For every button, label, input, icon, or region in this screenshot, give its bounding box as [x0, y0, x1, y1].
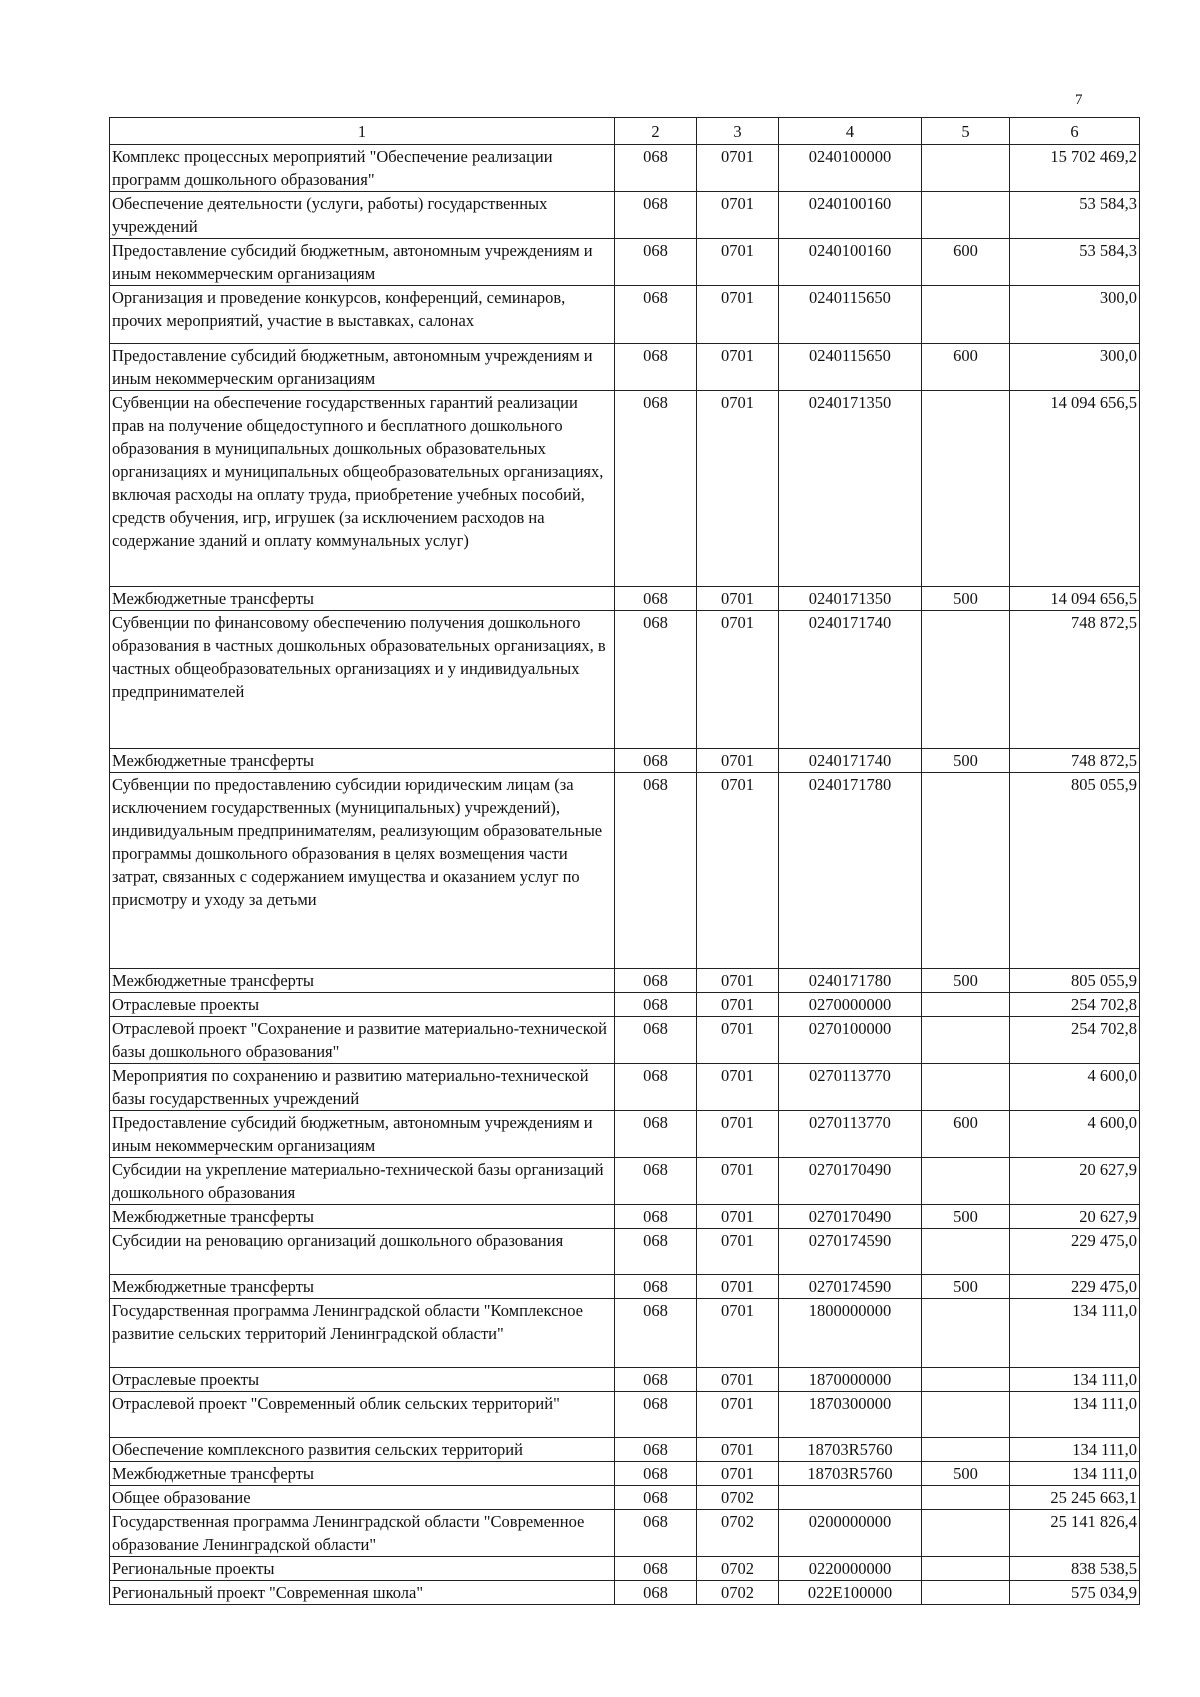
- table-row: [110, 1392, 1140, 1438]
- header-col-5: 5: [922, 118, 1010, 145]
- row-name-cell: Субсидии на укрепление материально-технической базы организаций дошкольного образования: [110, 1158, 615, 1205]
- row-grbs-cell: 068: [615, 145, 697, 192]
- table-row: [110, 587, 1140, 611]
- row-section-cell: 0701: [697, 1392, 779, 1438]
- row-name-cell: Межбюджетные трансферты: [110, 749, 615, 773]
- table-row: [110, 993, 1140, 1017]
- row-amount-cell: 229 475,0: [1010, 1275, 1140, 1299]
- row-section-cell: 0701: [697, 344, 779, 391]
- row-name-cell: Субвенции на обеспечение государственных гарантий реализации прав на получение общедоступного и бесплатного дошкольного образования в муниципальных дошкольных образовательных организациях и муниципальных общеобразовательных организациях, включая расходы на оплату труда, приобретение учебных пособий, средств обучения, игр, игрушек (за исключением расходов на содержание зданий и оплату коммунальных услуг): [110, 391, 615, 587]
- row-amount-cell: 4 600,0: [1010, 1064, 1140, 1111]
- row-amount-cell: 134 111,0: [1010, 1462, 1140, 1486]
- row-target-cell: 0270113770: [779, 1111, 922, 1158]
- row-grbs-cell: 068: [615, 1299, 697, 1368]
- row-name-cell: Государственная программа Ленинградской области "Современное образование Ленинградской области": [110, 1510, 615, 1557]
- row-section-cell: 0701: [697, 391, 779, 587]
- row-name-cell: Отраслевой проект "Сохранение и развитие материально-технической базы дошкольного образования": [110, 1017, 615, 1064]
- row-grbs-cell: 068: [615, 192, 697, 239]
- row-grbs-cell: 068: [615, 1557, 697, 1581]
- row-amount-cell: 134 111,0: [1010, 1392, 1140, 1438]
- row-vr-cell: [922, 1438, 1010, 1462]
- row-amount-cell: 300,0: [1010, 286, 1140, 344]
- row-target-cell: 0240171350: [779, 587, 922, 611]
- row-amount-cell: 838 538,5: [1010, 1557, 1140, 1581]
- row-name-cell: Межбюджетные трансферты: [110, 1205, 615, 1229]
- table-row: [110, 969, 1140, 993]
- row-target-cell: 0240171780: [779, 969, 922, 993]
- header-col-3: 3: [697, 118, 779, 145]
- row-amount-cell: 134 111,0: [1010, 1438, 1140, 1462]
- row-name-cell: Межбюджетные трансферты: [110, 1275, 615, 1299]
- row-vr-cell: 500: [922, 1462, 1010, 1486]
- row-name-cell: Отраслевые проекты: [110, 993, 615, 1017]
- row-amount-cell: 134 111,0: [1010, 1368, 1140, 1392]
- row-grbs-cell: 068: [615, 1111, 697, 1158]
- row-target-cell: 0270174590: [779, 1229, 922, 1275]
- table-row: [110, 1438, 1140, 1462]
- row-vr-cell: [922, 145, 1010, 192]
- row-target-cell: 022Е100000: [779, 1581, 922, 1605]
- table-row: [110, 192, 1140, 239]
- row-vr-cell: [922, 1229, 1010, 1275]
- header-col-1: 1: [110, 118, 615, 145]
- row-amount-cell: 254 702,8: [1010, 993, 1140, 1017]
- row-section-cell: 0702: [697, 1581, 779, 1605]
- row-grbs-cell: 068: [615, 1205, 697, 1229]
- table-row: [110, 1462, 1140, 1486]
- row-grbs-cell: 068: [615, 611, 697, 749]
- row-amount-cell: 748 872,5: [1010, 749, 1140, 773]
- row-name-cell: Субвенции по предоставлению субсидии юридическим лицам (за исключением государственных (муниципальных) учреждений), индивидуальным предпринимателям, реализующим образовательные программы дошкольного образования в целях возмещения части затрат, связанных с содержанием имущества и оказанием услуг по присмотру и уходу за детьми: [110, 773, 615, 969]
- row-section-cell: 0701: [697, 1299, 779, 1368]
- row-target-cell: 1870000000: [779, 1368, 922, 1392]
- row-vr-cell: [922, 1368, 1010, 1392]
- row-vr-cell: 600: [922, 344, 1010, 391]
- row-name-cell: Субвенции по финансовому обеспечению получения дошкольного образования в частных дошкольных образовательных организациях, в частных общеобразовательных организациях и у индивидуальных предпринимателей: [110, 611, 615, 749]
- row-target-cell: 0240115650: [779, 344, 922, 391]
- row-target-cell: 0240171740: [779, 611, 922, 749]
- row-section-cell: 0701: [697, 1275, 779, 1299]
- row-target-cell: 1800000000: [779, 1299, 922, 1368]
- row-vr-cell: [922, 286, 1010, 344]
- table-row: [110, 1017, 1140, 1064]
- row-vr-cell: [922, 993, 1010, 1017]
- row-name-cell: Субсидии на реновацию организаций дошкольного образования: [110, 1229, 615, 1275]
- table-row: [110, 1486, 1140, 1510]
- row-grbs-cell: 068: [615, 391, 697, 587]
- row-grbs-cell: 068: [615, 1486, 697, 1510]
- row-amount-cell: 805 055,9: [1010, 773, 1140, 969]
- row-vr-cell: 500: [922, 1205, 1010, 1229]
- header-col-2: 2: [615, 118, 697, 145]
- table-row: [110, 1368, 1140, 1392]
- table-row: [110, 1581, 1140, 1605]
- row-grbs-cell: 068: [615, 587, 697, 611]
- row-amount-cell: 20 627,9: [1010, 1158, 1140, 1205]
- row-target-cell: 0270100000: [779, 1017, 922, 1064]
- row-grbs-cell: 068: [615, 239, 697, 286]
- row-name-cell: Обеспечение деятельности (услуги, работы) государственных учреждений: [110, 192, 615, 239]
- row-section-cell: 0701: [697, 145, 779, 192]
- row-name-cell: Предоставление субсидий бюджетным, автономным учреждениям и иным некоммерческим организациям: [110, 344, 615, 391]
- row-amount-cell: 53 584,3: [1010, 239, 1140, 286]
- header-col-4: 4: [779, 118, 922, 145]
- row-target-cell: 0240100000: [779, 145, 922, 192]
- row-amount-cell: 53 584,3: [1010, 192, 1140, 239]
- row-vr-cell: [922, 192, 1010, 239]
- row-amount-cell: 14 094 656,5: [1010, 391, 1140, 587]
- row-section-cell: 0701: [697, 1205, 779, 1229]
- row-target-cell: 0270113770: [779, 1064, 922, 1111]
- table-row: [110, 1557, 1140, 1581]
- table-row: [110, 1229, 1140, 1275]
- table-row: [110, 344, 1140, 391]
- row-target-cell: 0270170490: [779, 1158, 922, 1205]
- row-amount-cell: 748 872,5: [1010, 611, 1140, 749]
- table-row: [110, 145, 1140, 192]
- row-section-cell: 0701: [697, 1017, 779, 1064]
- row-target-cell: 0240100160: [779, 239, 922, 286]
- row-target-cell: 0270000000: [779, 993, 922, 1017]
- row-name-cell: Мероприятия по сохранению и развитию материально-технической базы государственных учреждений: [110, 1064, 615, 1111]
- row-name-cell: Отраслевой проект "Современный облик сельских территорий": [110, 1392, 615, 1438]
- row-vr-cell: [922, 1017, 1010, 1064]
- row-grbs-cell: 068: [615, 993, 697, 1017]
- row-vr-cell: 600: [922, 1111, 1010, 1158]
- row-section-cell: 0701: [697, 611, 779, 749]
- row-target-cell: 0240100160: [779, 192, 922, 239]
- row-amount-cell: 300,0: [1010, 344, 1140, 391]
- table-row: [110, 239, 1140, 286]
- table-row: [110, 749, 1140, 773]
- row-section-cell: 0701: [697, 993, 779, 1017]
- row-vr-cell: 500: [922, 969, 1010, 993]
- row-amount-cell: 25 245 663,1: [1010, 1486, 1140, 1510]
- row-vr-cell: 500: [922, 1275, 1010, 1299]
- table-body: [110, 145, 1140, 1605]
- row-vr-cell: [922, 1064, 1010, 1111]
- row-amount-cell: 575 034,9: [1010, 1581, 1140, 1605]
- row-section-cell: 0701: [697, 587, 779, 611]
- row-name-cell: Межбюджетные трансферты: [110, 1462, 615, 1486]
- row-vr-cell: 600: [922, 239, 1010, 286]
- row-vr-cell: [922, 1510, 1010, 1557]
- row-section-cell: 0701: [697, 1229, 779, 1275]
- row-target-cell: [779, 1486, 922, 1510]
- row-amount-cell: 134 111,0: [1010, 1299, 1140, 1368]
- row-section-cell: 0701: [697, 1438, 779, 1462]
- row-amount-cell: 805 055,9: [1010, 969, 1140, 993]
- table-row: [110, 773, 1140, 969]
- row-amount-cell: 15 702 469,2: [1010, 145, 1140, 192]
- row-target-cell: 18703R5760: [779, 1438, 922, 1462]
- row-name-cell: Межбюджетные трансферты: [110, 969, 615, 993]
- row-vr-cell: [922, 611, 1010, 749]
- row-name-cell: Предоставление субсидий бюджетным, автономным учреждениям и иным некоммерческим организациям: [110, 239, 615, 286]
- row-grbs-cell: 068: [615, 1368, 697, 1392]
- table-row: [110, 286, 1140, 344]
- row-target-cell: 0220000000: [779, 1557, 922, 1581]
- row-grbs-cell: 068: [615, 1462, 697, 1486]
- header-col-6: 6: [1010, 118, 1140, 145]
- row-amount-cell: 254 702,8: [1010, 1017, 1140, 1064]
- row-section-cell: 0701: [697, 286, 779, 344]
- table-row: [110, 1158, 1140, 1205]
- row-vr-cell: [922, 1557, 1010, 1581]
- row-grbs-cell: 068: [615, 1581, 697, 1605]
- row-grbs-cell: 068: [615, 1017, 697, 1064]
- table-row: [110, 391, 1140, 587]
- row-section-cell: 0701: [697, 969, 779, 993]
- row-vr-cell: [922, 1581, 1010, 1605]
- row-target-cell: 18703R5760: [779, 1462, 922, 1486]
- row-amount-cell: 20 627,9: [1010, 1205, 1140, 1229]
- row-section-cell: 0701: [697, 192, 779, 239]
- row-name-cell: Комплекс процессных мероприятий "Обеспечение реализации программ дошкольного образования": [110, 145, 615, 192]
- row-section-cell: 0701: [697, 773, 779, 969]
- row-grbs-cell: 068: [615, 969, 697, 993]
- row-grbs-cell: 068: [615, 1510, 697, 1557]
- row-name-cell: Отраслевые проекты: [110, 1368, 615, 1392]
- row-name-cell: Региональный проект "Современная школа": [110, 1581, 615, 1605]
- row-target-cell: 0240171740: [779, 749, 922, 773]
- row-vr-cell: [922, 391, 1010, 587]
- row-grbs-cell: 068: [615, 286, 697, 344]
- row-grbs-cell: 068: [615, 1229, 697, 1275]
- table-row: [110, 1111, 1140, 1158]
- row-section-cell: 0701: [697, 1064, 779, 1111]
- row-section-cell: 0702: [697, 1510, 779, 1557]
- row-section-cell: 0701: [697, 1462, 779, 1486]
- row-grbs-cell: 068: [615, 749, 697, 773]
- table-row: [110, 1064, 1140, 1111]
- row-vr-cell: [922, 1158, 1010, 1205]
- row-target-cell: 0270174590: [779, 1275, 922, 1299]
- row-section-cell: 0701: [697, 1111, 779, 1158]
- table-row: [110, 1205, 1140, 1229]
- table-header-row: [110, 118, 1140, 145]
- row-target-cell: 0240171780: [779, 773, 922, 969]
- row-grbs-cell: 068: [615, 1275, 697, 1299]
- row-vr-cell: 500: [922, 749, 1010, 773]
- row-section-cell: 0702: [697, 1557, 779, 1581]
- budget-table: [109, 117, 1140, 1605]
- row-name-cell: Государственная программа Ленинградской области "Комплексное развитие сельских территорий Ленинградской области": [110, 1299, 615, 1368]
- row-amount-cell: 4 600,0: [1010, 1111, 1140, 1158]
- row-amount-cell: 25 141 826,4: [1010, 1510, 1140, 1557]
- table-row: [110, 1510, 1140, 1557]
- row-vr-cell: [922, 1299, 1010, 1368]
- row-section-cell: 0701: [697, 1158, 779, 1205]
- row-target-cell: 0200000000: [779, 1510, 922, 1557]
- row-section-cell: 0701: [697, 1368, 779, 1392]
- row-grbs-cell: 068: [615, 773, 697, 969]
- row-section-cell: 0701: [697, 239, 779, 286]
- row-target-cell: 0240171350: [779, 391, 922, 587]
- row-name-cell: Межбюджетные трансферты: [110, 587, 615, 611]
- row-name-cell: Организация и проведение конкурсов, конференций, семинаров, прочих мероприятий, участие в выставках, салонах: [110, 286, 615, 344]
- page-number: 7: [1075, 92, 1083, 108]
- table-row: [110, 1275, 1140, 1299]
- row-name-cell: Общее образование: [110, 1486, 615, 1510]
- row-name-cell: Предоставление субсидий бюджетным, автономным учреждениям и иным некоммерческим организациям: [110, 1111, 615, 1158]
- row-section-cell: 0702: [697, 1486, 779, 1510]
- row-vr-cell: [922, 773, 1010, 969]
- row-amount-cell: 14 094 656,5: [1010, 587, 1140, 611]
- row-grbs-cell: 068: [615, 1438, 697, 1462]
- row-section-cell: 0701: [697, 749, 779, 773]
- row-grbs-cell: 068: [615, 1158, 697, 1205]
- row-grbs-cell: 068: [615, 1392, 697, 1438]
- row-name-cell: Обеспечение комплексного развития сельских территорий: [110, 1438, 615, 1462]
- row-grbs-cell: 068: [615, 344, 697, 391]
- row-target-cell: 1870300000: [779, 1392, 922, 1438]
- row-vr-cell: [922, 1486, 1010, 1510]
- row-target-cell: 0270170490: [779, 1205, 922, 1229]
- table-row: [110, 611, 1140, 749]
- row-name-cell: Региональные проекты: [110, 1557, 615, 1581]
- row-amount-cell: 229 475,0: [1010, 1229, 1140, 1275]
- row-vr-cell: 500: [922, 587, 1010, 611]
- row-vr-cell: [922, 1392, 1010, 1438]
- row-grbs-cell: 068: [615, 1064, 697, 1111]
- row-target-cell: 0240115650: [779, 286, 922, 344]
- table-row: [110, 1299, 1140, 1368]
